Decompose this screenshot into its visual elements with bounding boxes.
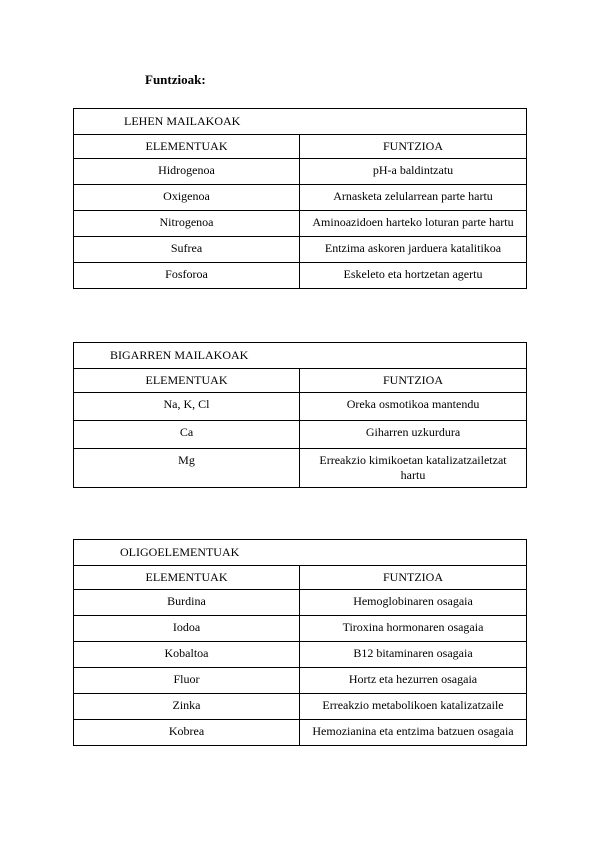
table-row <box>74 237 527 263</box>
table-row <box>74 393 527 421</box>
table-section-title: LEHEN MAILAKOAK <box>74 109 527 135</box>
function-cell: Giharren uzkurdura <box>300 421 527 449</box>
table-row <box>74 720 527 746</box>
column-header-elements: ELEMENTUAK <box>74 135 300 159</box>
table-row <box>74 668 527 694</box>
function-cell: Entzima askoren jarduera katalitikoa <box>300 237 527 263</box>
table-row <box>74 449 527 488</box>
function-cell: Hortz eta hezurren osagaia <box>300 668 527 694</box>
table-section-title: BIGARREN MAILAKOAK <box>74 343 527 369</box>
function-cell: B12 bitaminaren osagaia <box>300 642 527 668</box>
column-header-function: FUNTZIOA <box>300 566 527 590</box>
table-row <box>74 590 527 616</box>
element-cell: Sufrea <box>74 237 300 263</box>
secondary-elements-table <box>73 342 527 488</box>
column-header-function: FUNTZIOA <box>300 369 527 393</box>
function-cell: Erreakzio metabolikoen katalizatzaile <box>300 694 527 720</box>
table-row <box>74 616 527 642</box>
page-title: Funtzioak: <box>145 72 206 87</box>
element-cell: Ca <box>74 421 300 449</box>
column-header-elements: ELEMENTUAK <box>74 369 300 393</box>
element-cell: Na, K, Cl <box>74 393 300 421</box>
table-row <box>74 159 527 185</box>
element-cell: Oxigenoa <box>74 185 300 211</box>
table-row <box>74 185 527 211</box>
table-row <box>74 642 527 668</box>
element-cell: Burdina <box>74 590 300 616</box>
table-row <box>74 263 527 289</box>
table-row <box>74 211 527 237</box>
function-cell: Aminoazidoen harteko loturan parte hartu <box>300 211 527 237</box>
function-cell: Hemoglobinaren osagaia <box>300 590 527 616</box>
table-row <box>74 421 527 449</box>
table-row <box>74 694 527 720</box>
column-header-elements: ELEMENTUAK <box>74 566 300 590</box>
element-cell: Fluor <box>74 668 300 694</box>
trace-elements-table <box>73 539 527 746</box>
element-cell: Iodoa <box>74 616 300 642</box>
element-cell: Hidrogenoa <box>74 159 300 185</box>
function-cell: Arnasketa zelularrean parte hartu <box>300 185 527 211</box>
element-cell: Fosforoa <box>74 263 300 289</box>
element-cell: Mg <box>74 449 300 488</box>
function-cell: Eskeleto eta hortzetan agertu <box>300 263 527 289</box>
function-cell: Erreakzio kimikoetan katalizatzailetzat hartu <box>300 449 527 488</box>
element-cell: Nitrogenoa <box>74 211 300 237</box>
function-cell: Oreka osmotikoa mantendu <box>300 393 527 421</box>
element-cell: Kobrea <box>74 720 300 746</box>
function-cell: pH-a baldintzatu <box>300 159 527 185</box>
function-cell: Tiroxina hormonaren osagaia <box>300 616 527 642</box>
column-header-function: FUNTZIOA <box>300 135 527 159</box>
primary-elements-table <box>73 108 527 289</box>
table-section-title: OLIGOELEMENTUAK <box>74 540 527 566</box>
element-cell: Zinka <box>74 694 300 720</box>
element-cell: Kobaltoa <box>74 642 300 668</box>
function-cell: Hemozianina eta entzima batzuen osagaia <box>300 720 527 746</box>
